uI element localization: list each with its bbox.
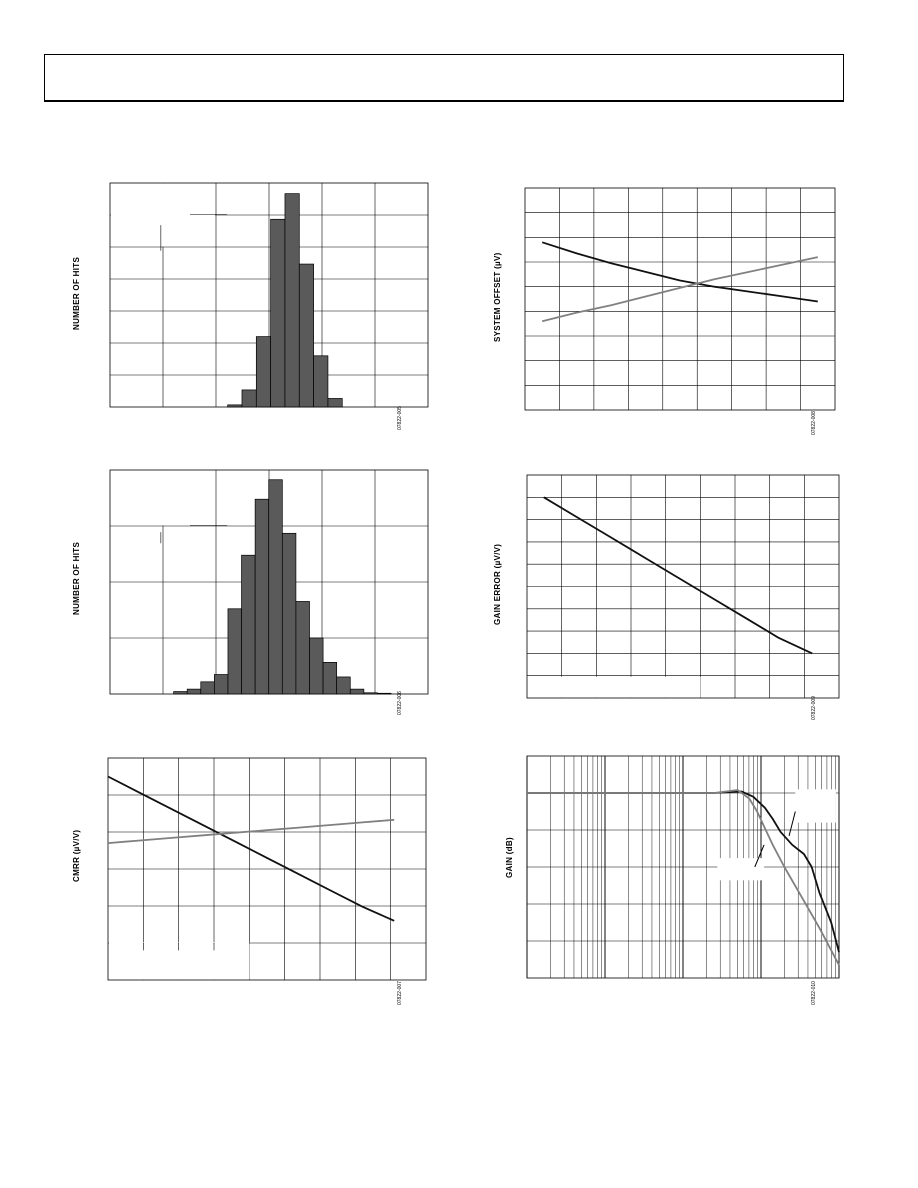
histogram-bar — [285, 194, 299, 407]
histogram-bar — [350, 689, 364, 694]
histogram-bar — [299, 264, 313, 407]
histogram-bar — [296, 601, 310, 694]
histogram-bar — [228, 609, 242, 694]
histogram-2-svg — [60, 460, 420, 720]
histogram-bar — [228, 405, 242, 407]
note-area — [109, 944, 249, 980]
legend-area — [111, 471, 215, 526]
annotation-box — [795, 789, 836, 822]
legend-area — [111, 184, 215, 247]
y-axis-label: GAIN (dB) — [505, 837, 514, 878]
series-line — [108, 777, 394, 921]
y-axis-label: GAIN ERROR (µV/V) — [493, 543, 502, 625]
chart-panel-gain-error — [485, 465, 845, 725]
y-axis-label: SYSTEM OFFSET (µV) — [493, 252, 502, 342]
histogram-bar — [377, 693, 391, 694]
chart-panel-system-offset — [485, 180, 845, 440]
plot-grid — [527, 475, 839, 698]
histogram-bar — [174, 692, 188, 694]
histogram-bar — [364, 693, 378, 694]
histogram-bar — [323, 662, 337, 694]
plot-grid — [525, 188, 835, 410]
chart-panel-histogram-2 — [60, 460, 420, 720]
histogram-bar — [201, 682, 215, 694]
series-line — [108, 820, 394, 843]
histogram-bar — [255, 499, 269, 694]
plot-grid — [108, 758, 426, 980]
cmrr-svg — [60, 750, 420, 1010]
histogram-bar — [214, 675, 228, 694]
chart-panel-cmrr — [60, 750, 420, 1010]
plot-frame — [525, 188, 835, 410]
system-offset-svg — [485, 180, 845, 440]
histogram-bar — [269, 480, 283, 694]
histogram-bar — [242, 555, 256, 694]
histogram-bar — [314, 356, 328, 407]
series-line — [542, 242, 818, 301]
histogram-bar — [187, 689, 201, 694]
figure-id: 07822-009 — [811, 696, 817, 720]
annotation-arrow — [789, 812, 795, 836]
figure-id: 07822-007 — [397, 981, 403, 1005]
figure-id: 07822-008 — [811, 411, 817, 435]
histogram-bar — [256, 337, 270, 407]
y-axis-label: NUMBER OF HITS — [72, 541, 81, 615]
figure-id: 07822-005 — [397, 406, 403, 430]
histogram-bar — [271, 219, 285, 407]
histogram-bar — [282, 533, 296, 694]
histogram-bar — [328, 398, 342, 407]
histogram-bar — [337, 677, 351, 694]
chart-panel-histogram-1 — [60, 175, 420, 435]
plot-grid — [527, 756, 839, 978]
gain-svg — [485, 750, 845, 1010]
chart-panel-gain — [485, 750, 845, 1010]
note-area — [528, 677, 700, 698]
gain-error-svg — [485, 465, 845, 725]
y-axis-label: CMRR (µV/V) — [72, 829, 81, 882]
page-header-box — [44, 54, 844, 102]
histogram-bar — [242, 390, 256, 407]
figure-id: 07822-006 — [397, 691, 403, 715]
histogram-1-svg — [60, 175, 420, 435]
histogram-bar — [309, 638, 323, 694]
y-axis-label: NUMBER OF HITS — [72, 256, 81, 330]
figure-id: 07822-010 — [811, 981, 817, 1005]
series-line — [544, 497, 812, 653]
